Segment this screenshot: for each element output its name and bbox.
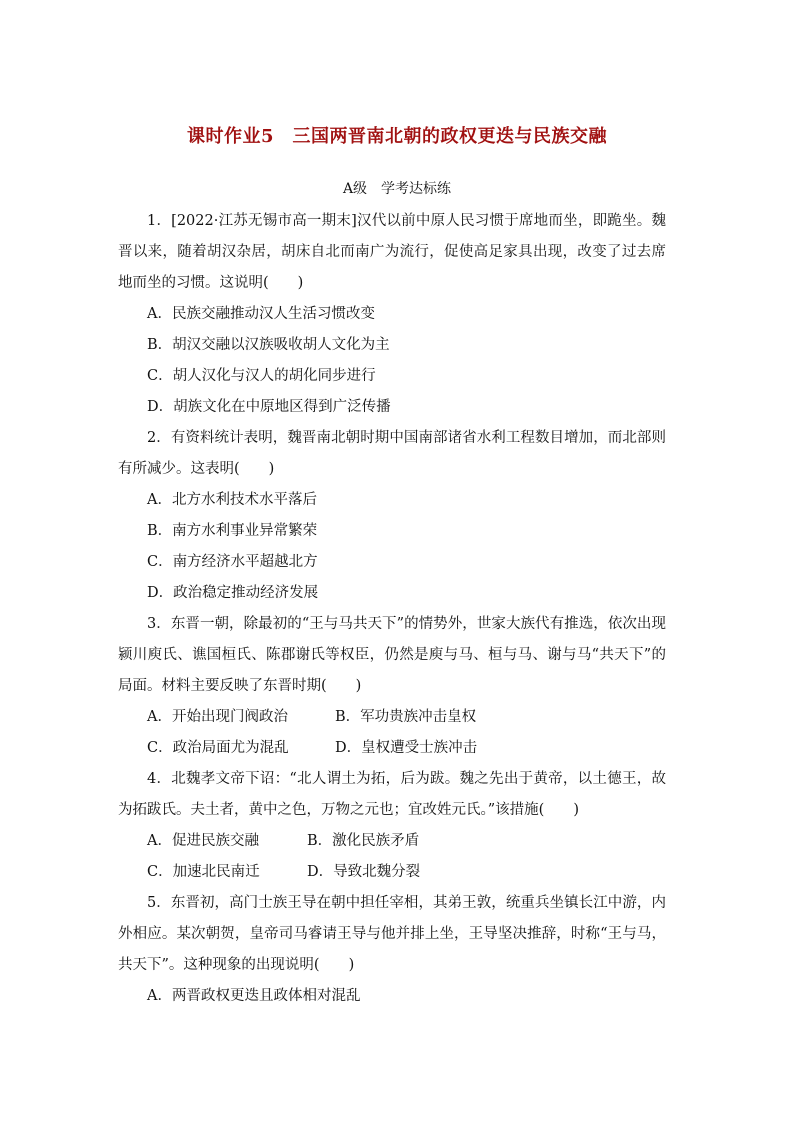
question-1-option-d: D．胡族文化在中原地区得到广泛传播	[147, 399, 391, 415]
question-2-option-d: D．政治稳定推动经济发展	[147, 585, 319, 601]
question-2-stem: 2．有资料统计表明，魏晋南北朝时期中国南部诸省水利工程数目增加，而北部则有所减少。这表明( )	[118, 430, 666, 477]
question-2-option-c: C．南方经济水平超越北方	[147, 554, 318, 570]
question-4-options-row-2	[118, 857, 666, 888]
question-5-stem: 5．东晋初，高门士族王导在朝中担任宰相，其弟王敦，统重兵坐镇长江中游，内外相应。某次朝贺，皇帝司马睿请王导与他并排上坐，王导坚决推辞，时称“王与马，共天下”。这种现象的出现说明( )	[118, 895, 666, 973]
question-2-option-a: A．北方水利技术水平落后	[147, 492, 317, 508]
question-3-stem: 3．东晋一朝，除最初的“王与马共天下”的情势外，世家大族代有推选，依次出现颍川庾氏、谯国桓氏、陈郡谢氏等权臣，仍然是庾与马、桓与马、谢与马“共天下”的局面。材料主要反映了东晋时期( )	[118, 616, 666, 694]
question-1-option-a: A．民族交融推动汉人生活习惯改变	[147, 306, 375, 322]
question-4-stem: 4．北魏孝文帝下诏：“北人谓土为拓，后为跋。魏之先出于黄帝，以土德王，故为拓跋氏。夫土者，黄中之色，万物之元也；宜改姓元氏。”该措施( )	[118, 771, 666, 818]
question-4-options-row-1	[118, 826, 666, 857]
question-4-option-a: A．促进民族交融	[147, 833, 259, 849]
question-4-option-c: C．加速北民南迁	[147, 864, 260, 880]
question-4-option-b: B．激化民族矛盾	[307, 833, 420, 849]
question-1-option-b: B．胡汉交融以汉族吸收胡人文化为主	[147, 337, 390, 353]
question-3-options-row-2	[118, 733, 666, 764]
section-level-heading: A级 学考达标练	[342, 181, 452, 197]
question-3-options-row-1	[118, 702, 666, 733]
question-4-option-d: D．导致北魏分裂	[307, 864, 421, 880]
question-1-stem: 1．[2022·江苏无锡市高一期末]汉代以前中原人民习惯于席地而坐，即跪坐。魏晋以来，随着胡汉杂居，胡床自北而南广为流行，促使高足家具出现，改变了过去席地而坐的习惯。这说明( )	[118, 213, 666, 291]
question-2-option-b: B．南方水利事业异常繁荣	[147, 523, 318, 539]
question-5-option-a: A．两晋政权更迭且政体相对混乱	[147, 988, 361, 1004]
question-list	[118, 206, 666, 1012]
question-3-option-c: C．政治局面尤为混乱	[147, 740, 289, 756]
question-3-option-a: A．开始出现门阀政治	[147, 709, 288, 725]
page-title: 课时作业5 三国两晋南北朝的政权更迭与民族交融	[186, 126, 608, 147]
question-3-option-d: D．皇权遭受士族冲击	[335, 740, 478, 756]
question-3-option-b: B．军功贵族冲击皇权	[335, 709, 477, 725]
question-1-option-c: C．胡人汉化与汉人的胡化同步进行	[147, 368, 376, 384]
